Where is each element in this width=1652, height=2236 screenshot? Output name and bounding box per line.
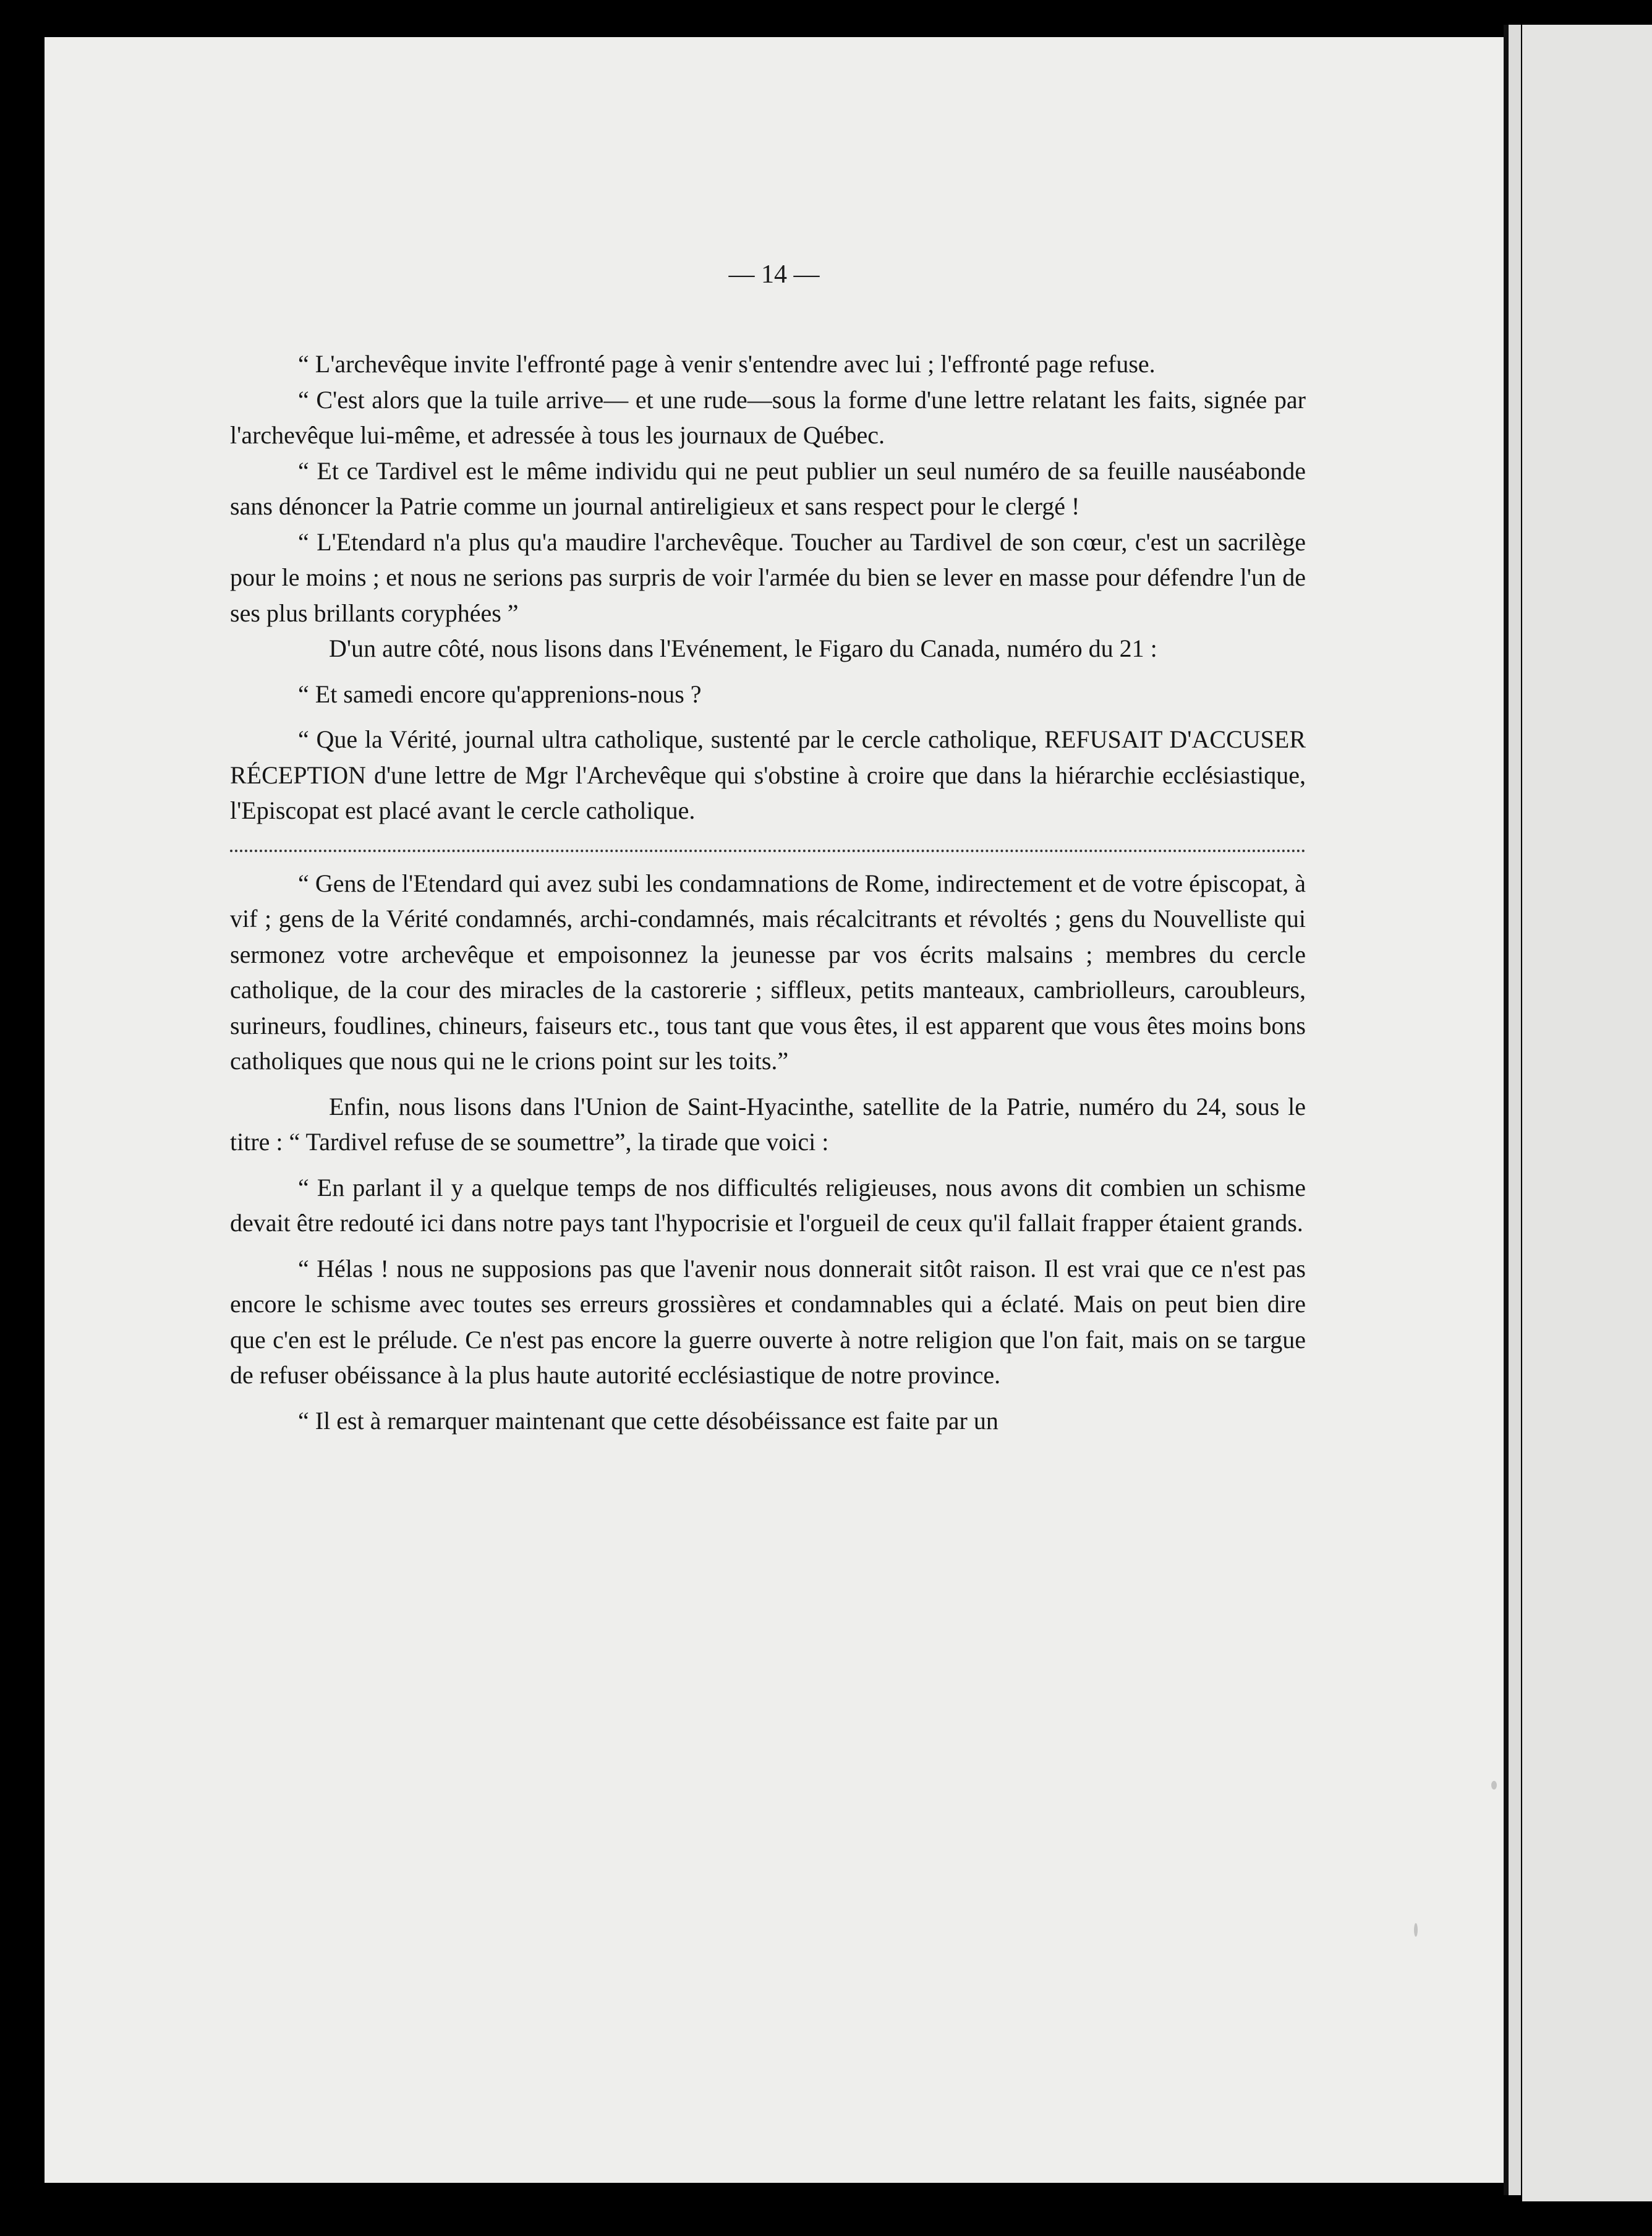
scan-speck: [1414, 1923, 1418, 1937]
paragraph-6: “ Et samedi encore qu'apprenions-nous ?: [298, 680, 702, 708]
paragraph-11: “ Hélas ! nous ne supposions pas que l'avenir nous donnerait sitôt raison. Il est vrai que ce n'est pas encore le schisme avec toutes ses erreurs grossières et condamnables qui a éclaté. Mais on peut bien dire que c'en est le prélude. Ce n'est pas encore la guerre ouverte à notre religion que l'on fait, mais on se targue de refuser obéissance à la plus haute autorité ecclésiastique de notre province.: [230, 1254, 1306, 1389]
spacer: [230, 667, 1306, 676]
gutter-shadow: [1504, 25, 1509, 2195]
spacer: [230, 1241, 1306, 1251]
spacer: [230, 1079, 1306, 1089]
paragraph-5: D'un autre côté, nous lisons dans l'Evénement, le Figaro du Canada, numéro du 21 :: [329, 634, 1157, 662]
paragraph-1: “ L'archevêque invite l'effronté page à venir s'entendre avec lui ; l'effronté page refuse.: [298, 350, 1156, 378]
document-page: [45, 37, 1504, 2183]
scan-speck: [1491, 1781, 1497, 1790]
paragraph-9: Enfin, nous lisons dans l'Union de Saint-Hyacinthe, satellite de la Patrie, numéro du 24, sous le titre : “ Tardivel refuse de se soumettre”, la tirade que voici :: [230, 1092, 1306, 1156]
facing-page: [1522, 25, 1652, 2201]
page-edge: [1507, 25, 1521, 2195]
paragraph-8: “ Gens de l'Etendard qui avez subi les condamnations de Rome, indirectement et de votre épiscopat, à vif ; gens de la Vérité condamnés, archi-condamnés, mais récalcitrants et révoltés ; gens du Nouvelliste qui sermonez votre archevêque et empoisonnez la jeunesse par vos écrits malsains ; membres du cercle catholique, de la cour des miracles de la castorerie ; siffleux, petits manteaux, cambriolleurs, caroubleurs, surineurs, foudlines, chineurs, faiseurs etc., tous tant que vous êtes, il est apparent que vous êtes moins bons catholiques que nous qui ne le crions point sur les toits.”: [230, 869, 1306, 1075]
paragraph-4: “ L'Etendard n'a plus qu'a maudire l'archevêque. Toucher au Tardivel de son cœur, c'est un sacrilège pour le moins ; et nous ne serions pas surpris de voir l'armée du bien se lever en masse pour défendre l'un de ses plus brillants coryphées ”: [230, 527, 1306, 627]
paragraph-10: “ En parlant il y a quelque temps de nos difficultés religieuses, nous avons dit combien un schisme devait être redouté ici dans notre pays tant l'hypocrisie et l'orgueil de ceux qu'il fallait frapper étaient grands.: [230, 1173, 1306, 1237]
spacer: [230, 712, 1306, 722]
paragraph-12: “ Il est à remarquer maintenant que cette désobéissance est faite par un: [298, 1406, 998, 1435]
spacer: [230, 1160, 1306, 1170]
paragraph-7: “ Que la Vérité, journal ultra catholique, sustenté par le cercle catholique, REFUSAIT D'ACCUSER RÉCEPTION d'une lettre de Mgr l'Archevêque qui s'obstine à croire que dans la hiérarchie ecclésiastique, l'Episcopat est placé avant le cercle catholique.: [230, 725, 1306, 824]
ellipsis-divider: [230, 835, 1306, 852]
paragraph-3: “ Et ce Tardivel est le même individu qui ne peut publier un seul numéro de sa feuille nauséabonde sans dénoncer la Patrie comme un journal antireligieux et sans respect pour le clergé !: [230, 456, 1306, 520]
spacer: [230, 1393, 1306, 1403]
body-text: [230, 346, 1306, 1438]
page-number: — 14 —: [728, 260, 820, 289]
paragraph-2: “ C'est alors que la tuile arrive— et une rude—sous la forme d'une lettre relatant les faits, signée par l'archevêque lui-même, et adressée à tous les journaux de Québec.: [230, 385, 1306, 449]
